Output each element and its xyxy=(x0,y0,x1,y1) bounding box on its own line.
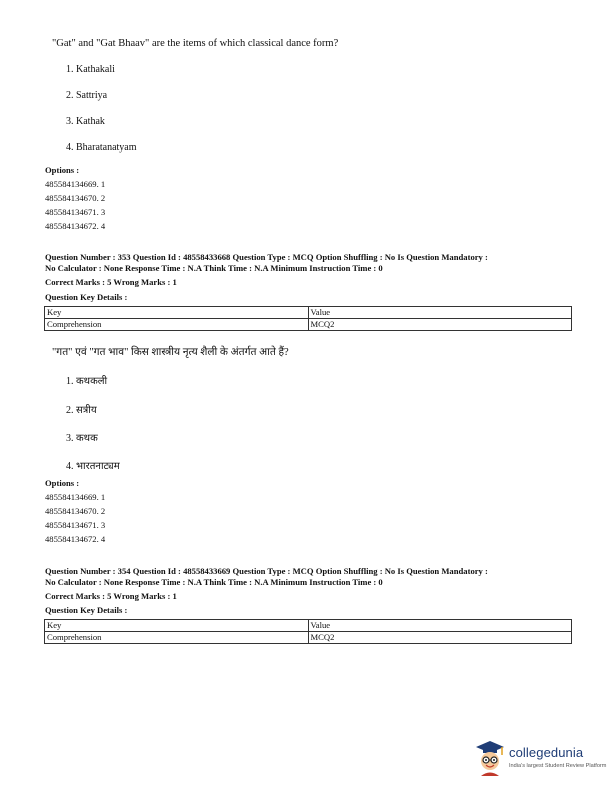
options-heading: Options : xyxy=(45,165,80,175)
choice-1-hindi: 1. कथकली xyxy=(66,376,108,387)
choice-3-hindi: 3. कथक xyxy=(66,433,98,444)
choice-1: 1. Kathakali xyxy=(66,64,115,75)
option-id-1: 485584134669. 1 xyxy=(45,179,106,189)
table-header-key: Key xyxy=(45,307,309,319)
option-id-2: 485584134670. 2 xyxy=(45,193,106,203)
question-meta-line2: No Calculator : None Response Time : N.A Think Time : N.A Minimum Instruction Time : 0 xyxy=(45,263,383,273)
choice-2-hindi: 2. सत्रीय xyxy=(66,405,97,416)
question-meta-line2: No Calculator : None Response Time : N.A Think Time : N.A Minimum Instruction Time : 0 xyxy=(45,577,383,587)
option-id-3: 485584134671. 3 xyxy=(45,520,106,530)
option-id-4: 485584134672. 4 xyxy=(45,534,106,544)
key-value-table xyxy=(44,306,572,331)
table-header-key: Key xyxy=(45,620,309,632)
options-heading: Options : xyxy=(45,478,80,488)
question-meta-line1: Question Number : 354 Question Id : 48558433669 Question Type : MCQ Option Shuffling : No Is Question Mandatory : xyxy=(45,566,488,576)
marks-info: Correct Marks : 5 Wrong Marks : 1 xyxy=(45,277,177,287)
table-header-value: Value xyxy=(308,620,572,632)
logo-tagline: India's largest Student Review Platform xyxy=(509,763,607,769)
marks-info: Correct Marks : 5 Wrong Marks : 1 xyxy=(45,591,177,601)
option-id-4: 485584134672. 4 xyxy=(45,221,106,231)
table-header-value: Value xyxy=(308,307,572,319)
table-cell-key: Comprehension xyxy=(45,319,309,331)
table-cell-value: MCQ2 xyxy=(308,632,572,644)
option-id-2: 485584134670. 2 xyxy=(45,506,106,516)
option-id-1: 485584134669. 1 xyxy=(45,492,106,502)
question-text: "Gat" and "Gat Bhaav" are the items of which classical dance form? xyxy=(52,38,339,49)
logo-wordmark: collegedunia xyxy=(509,745,584,760)
table-cell-key: Comprehension xyxy=(45,632,309,644)
key-value-table xyxy=(44,619,572,644)
key-details-heading: Question Key Details : xyxy=(45,605,128,615)
option-id-3: 485584134671. 3 xyxy=(45,207,106,217)
choice-4: 4. Bharatanatyam xyxy=(66,142,137,153)
student-mascot-icon xyxy=(473,738,507,776)
choice-3: 3. Kathak xyxy=(66,116,105,127)
table-cell-value: MCQ2 xyxy=(308,319,572,331)
collegedunia-logo xyxy=(473,738,609,778)
key-details-heading: Question Key Details : xyxy=(45,292,128,302)
choice-4-hindi: 4. भारतनाट्यम xyxy=(66,461,120,472)
question-text-hindi: "गत" एवं "गत भाव" किस शास्त्रीय नृत्य शैली के अंतर्गत आते हैं? xyxy=(52,347,289,358)
choice-2: 2. Sattriya xyxy=(66,90,108,101)
question-meta-line1: Question Number : 353 Question Id : 48558433668 Question Type : MCQ Option Shuffling : No Is Question Mandatory : xyxy=(45,252,488,262)
